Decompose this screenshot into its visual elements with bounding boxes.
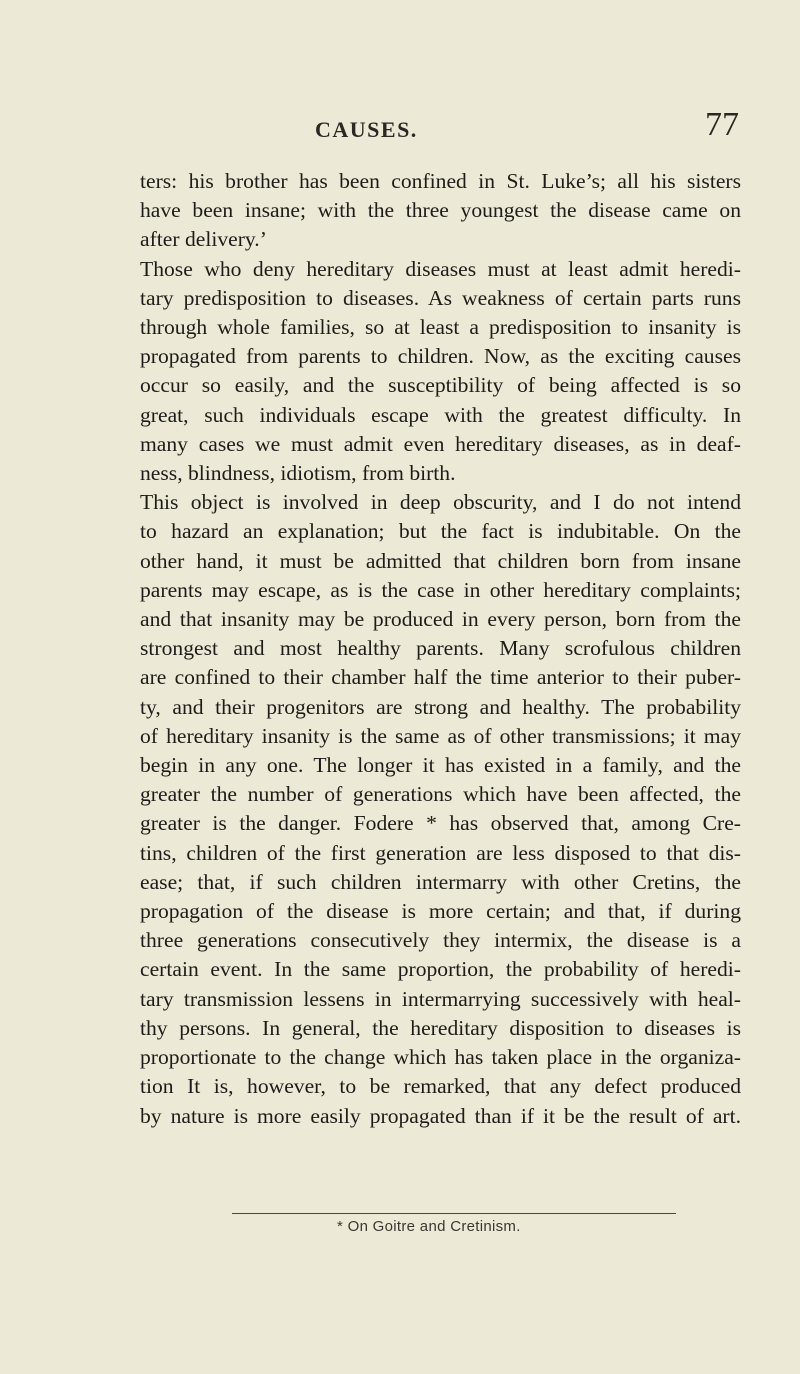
text-line: and that insanity may be produced in every person, born from the (140, 607, 741, 632)
text-line: to hazard an explanation; but the fact is indubitable. On the (140, 519, 741, 544)
text-line: tion It is, however, to be remarked, that any defect produced (140, 1074, 741, 1099)
text-line: parents may escape, as is the case in other hereditary complaints; (140, 577, 741, 602)
footnote-rule (232, 1213, 676, 1214)
text-line: ness, blindness, idiotism, from birth. (140, 461, 456, 486)
text-line: propagated from parents to children. Now, as the exciting causes (140, 344, 741, 369)
text-line: tins, children of the first generation are less disposed to that dis- (140, 840, 741, 865)
text-line: by nature is more easily propagated than if it be the result of art. (140, 1103, 741, 1128)
text-line: are confined to their chamber half the time anterior to their puber- (140, 665, 741, 690)
text-line: ty, and their progenitors are strong and healthy. The probability (140, 694, 741, 719)
body-text (140, 167, 741, 1131)
running-head: CAUSES. (315, 117, 418, 142)
page-header (0, 106, 800, 150)
text-line: after delivery.’ (140, 227, 267, 252)
text-line: of hereditary insanity is the same as of other transmissions; it may (140, 723, 741, 748)
text-line: This object is involved in deep obscurity, and I do not intend (140, 490, 741, 515)
text-line: other hand, it must be admitted that children born from insane (140, 548, 741, 573)
text-line: proportionate to the change which has taken place in the organiza- (140, 1045, 741, 1070)
text-line: ease; that, if such children intermarry with other Cretins, the (140, 869, 741, 894)
page-number: 77 (705, 106, 739, 143)
text-line: through whole families, so at least a predisposition to insanity is (140, 315, 741, 340)
text-line: greater the number of generations which have been affected, the (140, 782, 741, 807)
text-line: Those who deny hereditary diseases must at least admit heredi- (140, 256, 741, 281)
text-line: begin in any one. The longer it has existed in a family, and the (140, 753, 741, 778)
text-line: many cases we must admit even hereditary diseases, as in deaf- (140, 431, 741, 456)
text-line: greater is the danger. Fodere * has observed that, among Cre- (140, 811, 741, 836)
text-line: three generations consecutively they intermix, the disease is a (140, 928, 741, 953)
text-line: certain event. In the same proportion, the probability of heredi- (140, 957, 741, 982)
text-line: tary predisposition to diseases. As weakness of certain parts runs (140, 285, 741, 310)
text-line: ters: his brother has been confined in St. Luke’s; all his sisters (140, 169, 741, 193)
text-line: strongest and most healthy parents. Many scrofulous children (140, 636, 741, 661)
footnote: * On Goitre and Cretinism. (337, 1218, 521, 1235)
text-line: propagation of the disease is more certain; and that, if during (140, 899, 741, 924)
text-line: tary transmission lessens in intermarrying successively with heal- (140, 986, 741, 1011)
text-line: great, such individuals escape with the greatest difficulty. In (140, 402, 741, 427)
text-line: occur so easily, and the susceptibility of being affected is so (140, 373, 741, 398)
text-line: have been insane; with the three youngest the disease came on (140, 198, 741, 223)
text-line: thy persons. In general, the hereditary disposition to diseases is (140, 1015, 741, 1040)
